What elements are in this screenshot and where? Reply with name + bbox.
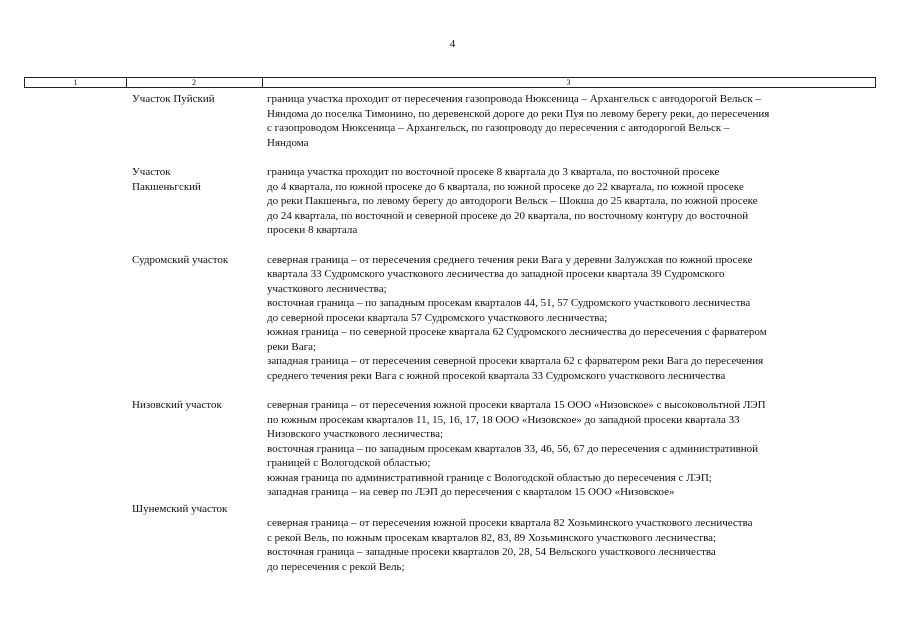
- description-line: западная граница – на север по ЛЭП до пересечения с кварталом 15 ООО «Низовское»: [267, 486, 675, 498]
- section-puisky: [0, 92, 905, 150]
- column-number-1: 1: [73, 78, 78, 87]
- table-header-row: [24, 77, 876, 88]
- section-name-line: Пакшеньгский: [132, 180, 201, 193]
- section-description: [267, 502, 867, 575]
- description-line: граница участка проходит по восточной просеке 8 квартала до 3 квартала, по восточной просеке: [267, 166, 720, 178]
- section-name-line: Участок: [132, 166, 171, 178]
- description-line: квартала 33 Судромского участкового лесничества до западной просеки квартала 39 Судромского: [267, 268, 725, 280]
- page-number: 4: [449, 38, 456, 50]
- section-name: [132, 502, 260, 517]
- description-line: по южным просекам кварталов 11, 15, 16, 17, 18 ООО «Низовское» до западной просеки квартала 33: [267, 413, 740, 426]
- section-nizovsky: [0, 398, 905, 500]
- description-line: граница участка проходит от пересечения газопровода Нюксеница – Архангельск с автодорогой Вельск –: [267, 93, 761, 105]
- description-line: с газопроводом Нюксеница – Архангельск, по газопроводу до пересечения с автодорогой Вельск –: [267, 122, 730, 134]
- description-line: границей с Вологодской областью;: [267, 457, 431, 469]
- description-line: до 4 квартала, по южной просеке до 6 квартала, по южной просеке до 22 квартала, по южной просеке: [267, 180, 744, 193]
- section-description: [267, 253, 867, 384]
- column-number-2: 2: [192, 78, 196, 87]
- description-line: северная граница – от пересечения южной просеки квартала 82 Хозьминского участкового лесничества: [267, 517, 753, 529]
- document-body: [0, 92, 905, 589]
- section-name: [132, 165, 260, 194]
- description-line: до реки Пакшеньга, по левому берегу до автодороги Вельск – Шокша до 25 квартала, по южной просеке: [267, 195, 758, 207]
- description-line: Няндома до поселка Тимонино, по деревенской дороге до реки Пуя по левому берегу реки, до пересечения: [267, 107, 770, 120]
- description-line: восточная граница – по западным просекам кварталов 44, 51, 57 Судромского участкового лесничества: [267, 297, 751, 309]
- description-line: среднего течения реки Вага с южной просекой квартала 33 Судромского участкового лесничества: [267, 369, 726, 382]
- section-description: [267, 165, 867, 238]
- section-pakshengsky: [0, 165, 905, 238]
- description-line: реки Вага;: [267, 340, 317, 353]
- section-name-line: Низовский участок: [132, 399, 222, 411]
- description-line: северная граница – от пересечения южной просеки квартала 15 ООО «Низовское» с высоковольтной ЛЭП: [267, 399, 766, 411]
- description-line: просеки 8 квартала: [267, 224, 358, 236]
- section-name-line: Судромский участок: [132, 253, 229, 266]
- description-line: северная граница – от пересечения среднего течения реки Вага у деревни Залужская по южной просеке: [267, 253, 753, 266]
- description-line: с рекой Вель, по южным просекам кварталов 82, 83, 89 Хозьминского участкового лесничества;: [267, 531, 717, 544]
- description-line: участкового лесничества;: [267, 282, 387, 295]
- description-line: восточная граница – по западным просекам кварталов 33, 46, 56, 67 до пересечения с административной: [267, 442, 759, 455]
- column-number-3: 3: [566, 78, 571, 87]
- section-name: [132, 398, 260, 413]
- description-line: Няндома: [267, 136, 309, 149]
- description-line: до пересечения с рекой Вель;: [267, 560, 405, 573]
- description-line: до 24 квартала, по восточной и северной просеке до 20 квартала, по восточному контуру до восточной: [267, 209, 749, 222]
- description-line: Низовского участкового лесничества;: [267, 428, 444, 440]
- section-description: [267, 92, 867, 150]
- description-line: восточная граница – западные просеки кварталов 20, 28, 54 Вельского участкового лесничества: [267, 546, 716, 558]
- section-description: [267, 398, 867, 500]
- description-line: западная граница – от пересечения северной просеки квартала 62 с фарватером реки Вага до пересечения: [267, 355, 764, 367]
- section-name-line: Шунемский участок: [132, 502, 228, 515]
- section-shunemsky: [0, 502, 905, 575]
- section-name: [132, 253, 260, 268]
- description-line: до северной просеки квартала 57 Судромского участкового лесничества;: [267, 311, 608, 324]
- description-line: южная граница по административной границе с Вологодской областью до пересечения с ЛЭП;: [267, 471, 712, 484]
- description-line: южная граница – по северной просеке квартала 62 Судромского лесничества до пересечения с фарватером: [267, 326, 767, 338]
- section-sudromsky: [0, 253, 905, 384]
- section-name: [132, 92, 260, 107]
- section-name-line: Участок Пуйский: [132, 93, 215, 105]
